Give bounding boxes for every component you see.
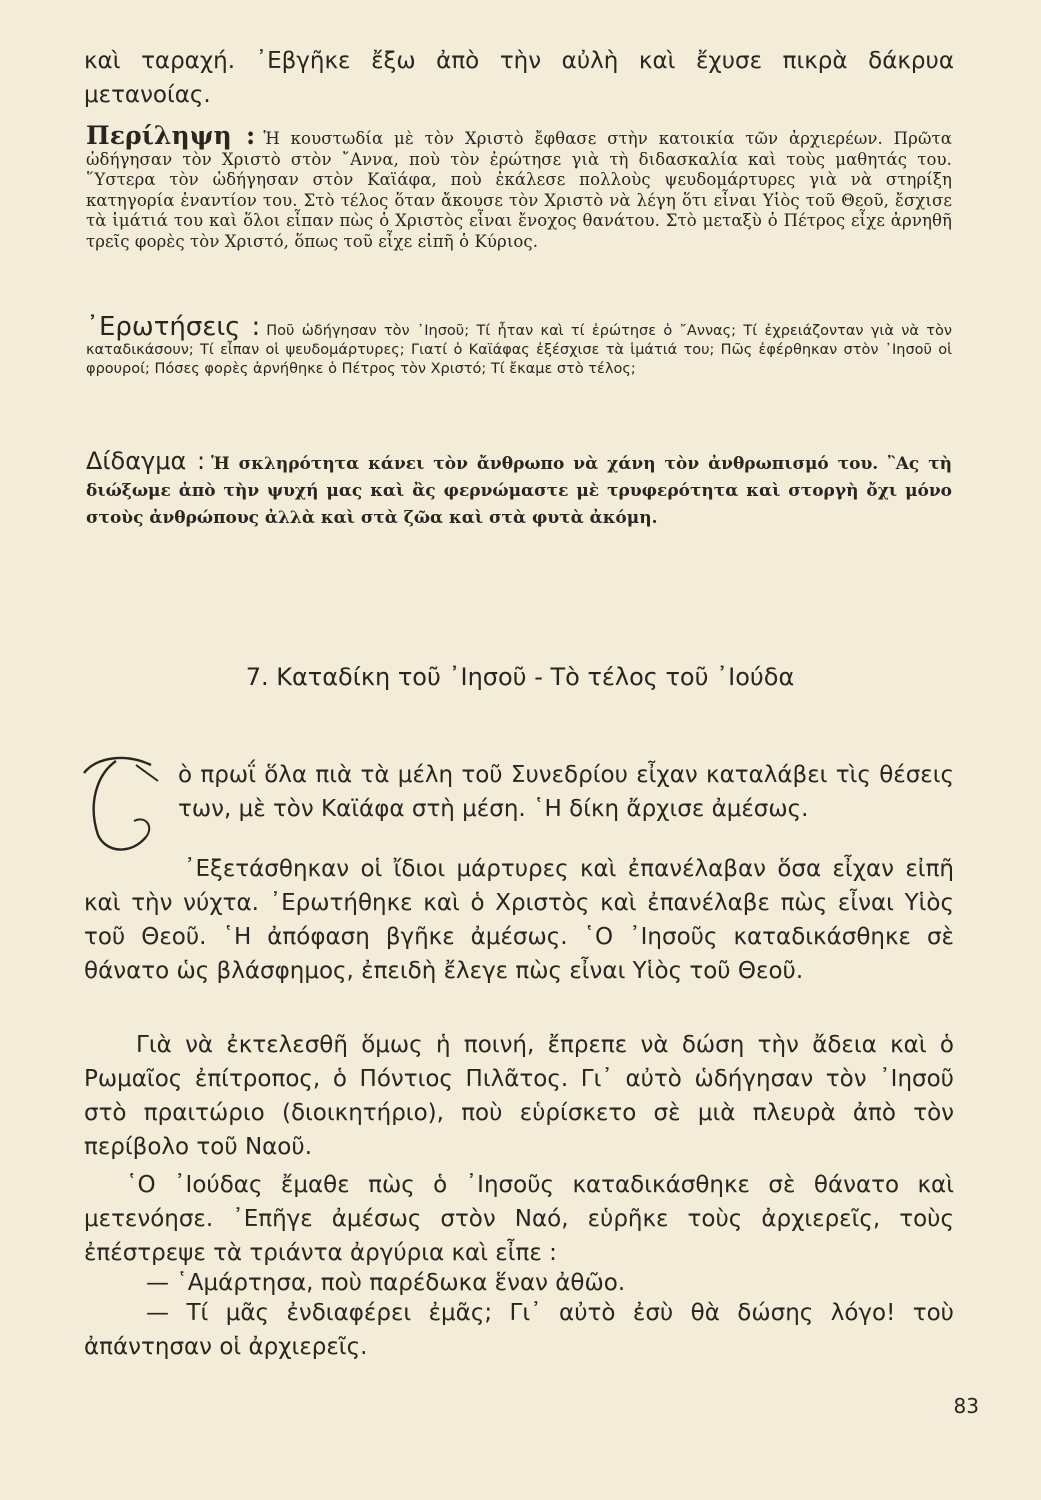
lesson-block bbox=[86, 448, 952, 532]
summary-text: Ἡ κουστωδία μὲ τὸν Χριστὸ ἔφθασε στὴν κατοικία τῶν ἀρχιερέων. Πρῶτα ὡδήγησαν τὸν Χριστὸ στὸν ῎Αννα, ποὺ τὸν ἐρώτησε γιὰ τὴ διδασκαλία καὶ τοὺς μαθητάς του. ῞Υστερα τὸν ὡδήγησαν στὸν Καϊάφα, ποὺ ἐκάλεσε πολλοὺς ψευδομάρτυρες γιὰ νὰ στηρίξη κατηγορία ἐναντίον του. Στὸ τέλος ὅταν ἄκουσε τὸν Χριστὸ νὰ λέγη ὅτι εἶναι Υἱὸς τοῦ Θεοῦ, ἔσχισε τὰ ἱμάτιά του καὶ ὅλοι εἶπαν πὼς ὁ Χριστὸς εἶναι ἔνοχος θανάτου. Στὸ μεταξὺ ὁ Πέτρος εἶχε ἀρνηθῆ τρεῖς φορὲς τὸν Χριστό, ὅπως τοῦ εἶχε εἰπῆ ὁ Κύριος. bbox=[86, 129, 952, 251]
body-paragraph-1: ὸ πρωΐ ὅλα πιὰ τὰ μέλη τοῦ Συνεδρίου εἶχαν καταλάβει τὶς θέσεις των, μὲ τὸν Καϊάφα στὴ μέση. ῾Η δίκη ἄρχισε ἀμέσως. bbox=[178, 762, 954, 822]
dropcap-ornament bbox=[76, 745, 176, 863]
body-paragraph-4: ῾Ο ᾿Ιούδας ἔμαθε πὼς ὁ ᾿Ιησοῦς καταδικάσθηκε σὲ θάνατο καὶ μετενόησε. ᾿Επῆγε ἀμέσως στὸν Ναό, εὑρῆκε τοὺς ἀρχιερεῖς, τοὺς ἐπέστρεψε τὰ τριάντα ἀργύρια καὶ εἶπε : bbox=[84, 1172, 954, 1266]
dialogue-line-2: — Τί μᾶς ἐνδιαφέρει ἐμᾶς; Γι᾿ αὐτὸ ἐσὺ θὰ δώσης λόγο! τοὺ ἀπάντησαν οἱ ἀρχιερεῖς. bbox=[84, 1300, 954, 1360]
lesson-label: Δίδαγμα : bbox=[86, 447, 206, 475]
questions-text: Ποῦ ὡδήγησαν τὸν ᾿Ιησοῦ; Τί ἦταν καὶ τί ἐρώτησε ὁ ῎Αννας; Τί ἐχρειάζονταν γιὰ νὰ τὸν καταδικάσουν; Τί εἶπαν οἱ ψευδομάρτυρες; Γιατί ὁ Καϊάφας ἐξέσχισε τὰ ἱμάτιά του; Πῶς ἐφέρθηκαν στὸν ᾿Ιησοῦ οἱ φρουροί; Πόσες φορὲς ἀρνήθηκε ὁ Πέτρος τὸν Χριστό; Τί ἔκαμε στὸ τέλος; bbox=[86, 323, 952, 377]
summary-block bbox=[86, 121, 952, 252]
top-paragraph: καὶ ταραχή. ᾿Εβγῆκε ἔξω ἀπὸ τὴν αὐλὴ καὶ ἔχυσε πικρὰ δάκρυα μετανοίας. bbox=[84, 48, 954, 108]
questions-label: ᾿Ερωτήσεις : bbox=[86, 312, 261, 342]
chapter-title: 7. Καταδίκη τοῦ ᾿Ιησοῦ - Τὸ τέλος τοῦ ᾿Ιούδα bbox=[245, 663, 795, 691]
questions-block bbox=[86, 312, 952, 379]
page-number: 83 bbox=[953, 1394, 979, 1418]
lesson-text: Ἡ σκληρότητα κάνει τὸν ἄνθρωπο νὰ χάνη τὸν ἀνθρωπισμό του. ῍Ας τὴ διώξωμε ἀπὸ τὴν ψυχή μας καὶ ἂς φερνώμαστε μὲ τρυφερότητα καὶ στοργὴ ὄχι μόνο στοὺς ἀνθρώπους ἀλλὰ καὶ στὰ ζῶα καὶ στὰ φυτὰ ἀκόμη. bbox=[86, 454, 952, 528]
body-paragraph-3: Γιὰ νὰ ἐκτελεσθῆ ὅμως ἡ ποινή, ἔπρεπε νὰ δώση τὴν ἄδεια καὶ ὁ Ρωμαῖος ἐπίτροπος, ὁ Πόντιος Πιλᾶτος. Γι᾿ αὐτὸ ὡδήγησαν τὸν ᾿Ιησοῦ στὸ πραιτώριο (διοικητήριο), ποὺ εὑρίσκετο σὲ μιὰ πλευρὰ ἀπὸ τὸν περίβολο τοῦ Ναοῦ. bbox=[84, 1032, 954, 1160]
summary-label: Περίληψη : bbox=[86, 121, 256, 150]
dropcap-letter bbox=[76, 745, 176, 863]
dialogue-line-1: — ῾Αμάρτησα, ποὺ παρέδωκα ἕναν ἀθῶο. bbox=[146, 1270, 626, 1296]
body-paragraph-2: ᾿Εξετάσθηκαν οἱ ἴδιοι μάρτυρες καὶ ἐπανέλαβαν ὅσα εἶχαν εἰπῆ καὶ τὴν νύχτα. ᾿Ερωτήθηκε καὶ ὁ Χριστὸς καὶ ἐπανέλαβε πὼς εἶναι Υἱὸς τοῦ Θεοῦ. ῾Η ἀπόφαση βγῆκε ἀμέσως. ῾Ο ᾿Ιησοῦς καταδικάσθηκε σὲ θάνατο ὡς βλάσφημος, ἐπειδὴ ἔλεγε πὼς εἶναι Υἱὸς τοῦ Θεοῦ. bbox=[84, 856, 954, 984]
